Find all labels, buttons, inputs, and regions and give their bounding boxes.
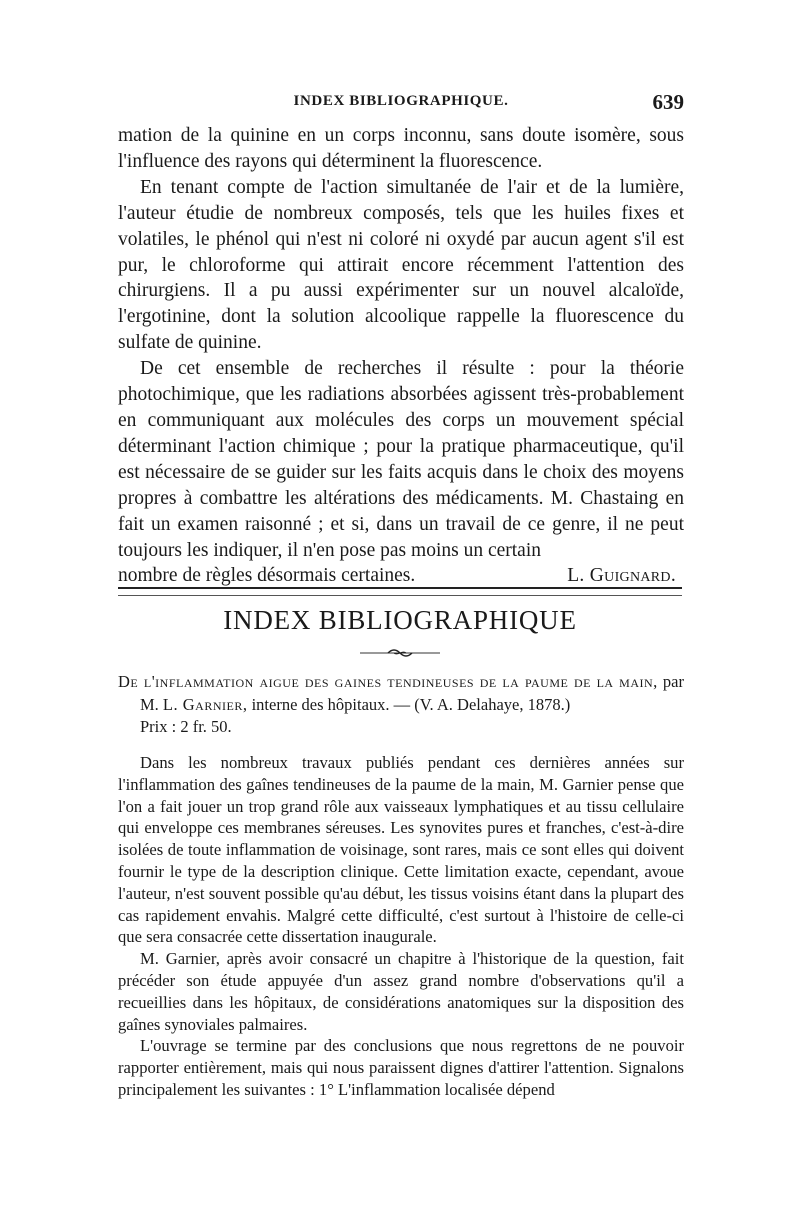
review-paragraph: M. Garnier, après avoir consacré un chapitre à l'historique de la question, fait précéder son étude appuyée d'un assez grand nombre d'observations qu'il a recueillies dans les hôpitaux, de considérations anatomiques sur la disposition des gaînes synoviales palmaires. [118,949,684,1034]
section-heading: INDEX BIBLIOGRAPHIQUE [223,605,577,635]
running-title: INDEX BIBLIOGRAPHIQUE. [293,93,509,109]
article-body [118,123,684,589]
article-paragraph: mation de la quinine en un corps inconnu, sans doute isomère, sous l'influence des rayons qui déterminent la fluorescence. [118,125,684,172]
entry-author: L. Garnier, [162,694,248,714]
bibliography-entry [118,671,684,739]
section-divider-rule [118,587,682,596]
author-signature: L. Guignard. [567,565,676,587]
review-paragraph: L'ouvrage se termine par des conclusions que nous regrettons de ne pouvoir rapporter entièrement, mais qui nous paraissent dignes d'attirer l'attention. Signalons principalement les suivantes : 1° L'inflammation localisée dépend [118,1036,684,1099]
entry-by: par M. [140,672,684,714]
article-paragraph: De cet ensemble de recherches il résulte : pour la théorie photochimique, que les radiations absorbées agissent très-probablement en communiquant aux molécules des corps un mouvement spécial déterminant l'action chimique ; pour la pratique pharmaceutique, qu'il est nécessaire de se guider sur les faits acquis dans le choix des moyens propres à combattre les altérations des médicaments. M. Chastaing en fait un examen raisonné ; et si, dans un travail de ce genre, il ne peut toujours les indiquer, il n'en pose pas moins un certain [118,358,684,561]
entry-price: Prix : 2 fr. 50. [140,717,232,736]
review-paragraph: Dans les nombreux travaux publiés pendant ces dernières années sur l'inflammation des gaînes tendineuses de la paume de la main, M. Garnier pense que l'on a fait jouer un trop grand rôle aux vaisseaux lymphatiques et au tissu cellulaire qui enveloppe ces membranes séreuses. Les synovites pures et franches, c'est-à-dire isolées de toute inflammation de voisinage, sont rares, mais ce sont elles qui doivent fournir le type de la description clinique. Cette limitation exacte, cependant, avoue l'auteur, n'est souvent possible qu'au début, les tissus voisins étant dans la plupart des cas rapidement envahis. Malgré cette difficulté, c'est surtout à l'histoire de celle-ci que sera consacrée cette dissertation inaugurale. [118,753,684,947]
review-body [118,752,684,1101]
ornament-flourish [360,649,440,657]
running-head [118,90,684,121]
signature-line [118,563,684,589]
article-closing-line: nombre de règles désormais certaines. [118,565,416,587]
page-number: 639 [652,90,684,114]
entry-title: De l'inflammation aigue des gaines tendineuses de la paume de la main, [118,672,658,691]
article-paragraph: En tenant compte de l'action simultanée de l'air et de la lumière, l'auteur étudie de nombreux composés, tels que les huiles fixes et volatiles, le phénol qui n'est ni coloré ni oxydé par aucun agent s'il est pur, le chloroforme qui attirait encore récemment l'attention des chirurgiens. Il a pu aussi expérimenter sur un nouvel alcaloïde, l'ergotinine, dont la solution alcoolique rappelle la fluorescence du sulfate de quinine. [118,176,684,354]
entry-details: interne des hôpitaux. — (V. A. Delahaye, 1878.) [247,694,571,714]
